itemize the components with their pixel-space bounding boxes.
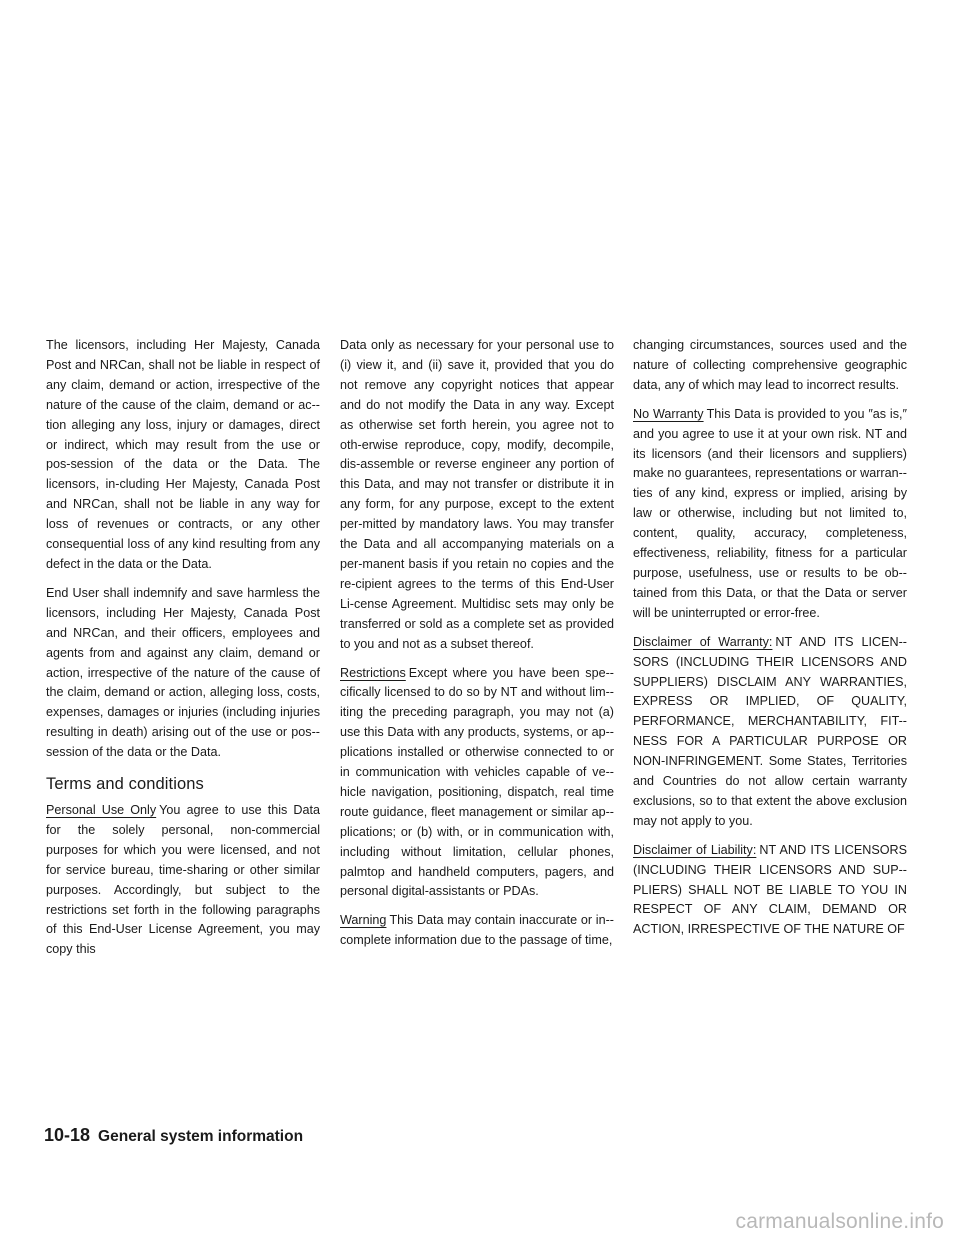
text-column-3 xyxy=(633,336,907,949)
paragraph-indemnify: End User shall indemnify and save harmless the licensors, including Her Majesty, Canada Post and NRCan, and their officers, employees and agents from and against any claim, demand or action, irrespective of the nature of the cause of the claim, demand or action, alleging loss, costs, expenses, damages or injuries (including injuries resulting in death) arising out of the use or pos-session of the data or the Data. xyxy=(46,585,320,760)
term-label-no-warranty: No Warranty xyxy=(633,406,704,421)
page-footer xyxy=(44,1125,303,1146)
paragraph-no-warranty xyxy=(633,405,907,624)
term-text-no-warranty: This Data is provided to you ″as is,″ and you agree to use it at your own risk. NT and its licensors (and their licensors and suppliers) make no guarantees, representations or warran-ties of any kind, express or implied, arising by law or otherwise, including but not limited to, content, quality, accuracy, completeness, effectiveness, reliability, fitness for a particular purpose, usefulness, use or results to be ob-tained from this Data, or that the Data or server will be uninterrupted or error-free. xyxy=(633,406,907,620)
paragraph-copy-continued: Data only as necessary for your personal use to (i) view it, and (ii) save it, provided that you do not remove any copyright notices that appear and do not modify the Data in any way. Except as otherwise set forth herein, you agree not to oth-erwise reproduce, copy, modify, decompile, dis-assemble or reverse engineer any portion of this Data, and may not transfer or distribute it in any form, for any purpose, except to the extent per-mitted by mandatory laws. You may transfer the Data and all accompanying materials on a per-manent basis if you retain no copies and the re-cipient agrees to the terms of this End-User Li-cense Agreement. Multidisc sets may only be transferred or sold as a complete set as provided to you and not as a subset thereof. xyxy=(340,338,614,651)
term-label-restrictions: Restrictions xyxy=(340,665,406,680)
term-label-warning: Warning xyxy=(340,913,387,928)
paragraph-disclaimer-liability xyxy=(633,841,907,941)
paragraph-licensors-liability: The licensors, including Her Majesty, Canada Post and NRCan, shall not be liable in respect of any claim, demand or action, irrespective of the nature of the cause of the claim, demand or ac-tion alleging any loss, injury or damages, direct or indirect, which may result from the use or pos-session of the data or the Data. The licensors, in-cluding Her Majesty, Canada Post and NRCan, shall not be liable in any way for loss of revenues or contracts, or any other consequential loss of any kind resulting from any defect in the data or the Data. xyxy=(46,338,320,571)
paragraph-warning-continued: changing circumstances, sources used and the nature of collecting comprehensive geographic data, any of which may lead to incorrect results. xyxy=(633,338,907,392)
text-column-2 xyxy=(340,336,614,960)
term-label-disclaimer-warranty: Disclaimer of Warranty: xyxy=(633,634,773,649)
page-number: 10-18 xyxy=(44,1125,91,1145)
text-column-1 xyxy=(46,336,320,969)
term-text-restrictions: Except where you have been spe-cifically licensed to do so by NT and without lim-iting the preceding paragraph, you may not (a) use this Data with any products, systems, or ap-plications installed or otherwise connected to or in communication with vehicles capable of ve-hicle navigation, positioning, dispatch, real time route guidance, fleet management or similar ap-plications; or (b) with, or in communication with, including without limitation, cellular phones, palmtop and handheld computers, pagers, and personal digital-assistants or PDAs. xyxy=(340,665,614,899)
term-text-disclaimer-warranty: NT AND ITS LICEN-SORS (INCLUDING THEIR LICENSORS AND SUPPLIERS) DISCLAIM ANY WARRANTIES, EXPRESS OR IMPLIED, OF QUALITY, PERFORMANCE, MERCHANTABILITY, FIT-NESS FOR A PARTICULAR PURPOSE OR NON-INFRINGEMENT. Some States, Territories and Countries do not allow certain warranty exclusions, so to that extent the above exclusion may not apply to you. xyxy=(633,634,907,828)
paragraph-warning xyxy=(340,911,614,951)
term-text-personal-use: You agree to use this Data for the solely personal, non-commercial purposes for which you were licensed, and not for service bureau, time-sharing or other similar purposes. Accordingly, but subject to the restrictions set forth in the following paragraphs of this End-User License Agreement, you may copy this xyxy=(46,803,320,957)
term-text-disclaimer-liability: NT AND ITS LICENSORS (INCLUDING THEIR LICENSORS AND SUP-PLIERS) SHALL NOT BE LIABLE TO YOU IN RESPECT OF ANY CLAIM, DEMAND OR ACTION, IRRESPECTIVE OF THE NATURE OF xyxy=(633,842,908,937)
paragraph-disclaimer-warranty xyxy=(633,633,907,832)
watermark: carmanualsonline.info xyxy=(735,1210,944,1233)
term-label-disclaimer-liability: Disclaimer of Liability: xyxy=(633,842,757,857)
term-text-warning: This Data may contain inaccurate or in-complete information due to the passage of time, xyxy=(340,913,614,948)
term-label-personal-use: Personal Use Only xyxy=(46,803,157,818)
section-heading-terms: Terms and conditions xyxy=(46,775,204,794)
paragraph-personal-use xyxy=(46,801,320,960)
paragraph-restrictions xyxy=(340,664,614,903)
section-title: General system information xyxy=(98,1128,304,1145)
